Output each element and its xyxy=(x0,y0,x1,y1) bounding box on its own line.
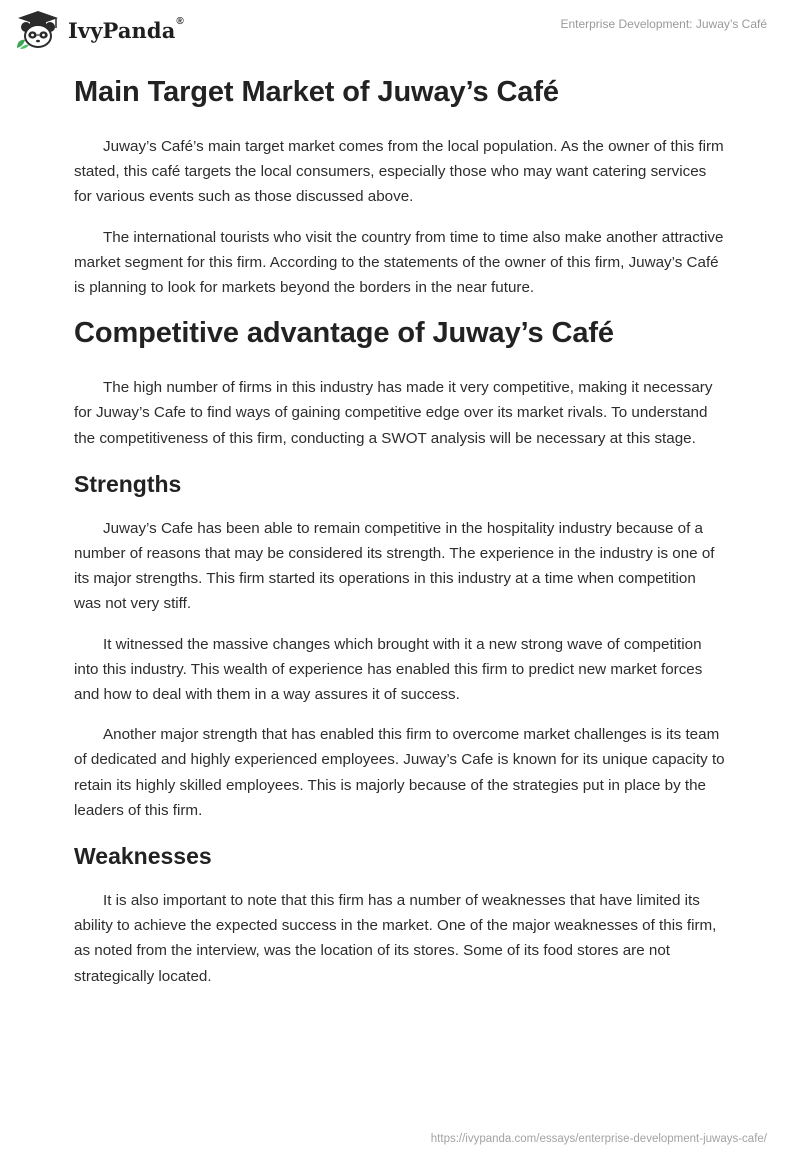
paragraph: It witnessed the massive changes which brought with it a new strong wave of competition into this industry. This wealth of experience has enabled this firm to predict new market forces and how to deal with them in a way assures it of success. xyxy=(74,635,703,704)
paragraph: Juway’s Café’s main target market comes from the local population. As the owner of this firm stated, this café targets the local consumers, especially those who may want catering services for various events such as those discussed above. xyxy=(74,138,724,206)
paragraph: The high number of firms in this industry has made it very competitive, making it necessary for Juway’s Cafe to find ways of gaining competitive edge over its market rivals. To understand the competitiveness of this firm, conducting a SWOT analysis will be necessary at this stage. xyxy=(74,379,713,447)
heading-weaknesses: Weaknesses xyxy=(74,843,212,870)
brand-name: IvyPanda® xyxy=(68,15,184,43)
document-title: Enterprise Development: Juway’s Café xyxy=(560,17,767,31)
heading-main-target-market: Main Target Market of Juway’s Café xyxy=(74,76,559,108)
ivypanda-logo[interactable] xyxy=(14,10,184,50)
paragraph: The international tourists who visit the country from time to time also make another attractive market segment for this firm. According to the statements of the owner of this firm, Juway’s Café is planning to look for markets beyond the borders in the near future. xyxy=(74,228,724,297)
paragraph: It is also important to note that this firm has a number of weaknesses that have limited its ability to achieve the expected success in the market. One of the major weaknesses of this firm, as noted from the interview, was the location of its stores. Some of its food stores are not strategically located. xyxy=(74,892,717,985)
page-header xyxy=(0,0,800,70)
paragraph: Juway’s Cafe has been able to remain competitive in the hospitality industry because of a number of reasons that may be considered its strength. The experience in the industry is one of its major strengths. This firm started its operations in this industry at a time when competition was not very stiff. xyxy=(74,519,715,613)
heading-competitive-advantage: Competitive advantage of Juway’s Café xyxy=(74,317,614,350)
panda-graduate-icon xyxy=(14,10,62,50)
paragraph: Another major strength that has enabled this firm to overcome market challenges is its team of dedicated and highly experienced employees. Juway’s Cafe is known for its unique capacity to retain its highly skilled employees. This is majorly because of the strategies put in place by the leaders of this firm. xyxy=(74,726,725,819)
registered-mark: ® xyxy=(176,15,184,27)
source-url[interactable]: https://ivypanda.com/essays/enterprise-development-juways-cafe/ xyxy=(430,1133,767,1145)
heading-strengths: Strengths xyxy=(74,470,182,497)
article-body xyxy=(74,73,726,989)
